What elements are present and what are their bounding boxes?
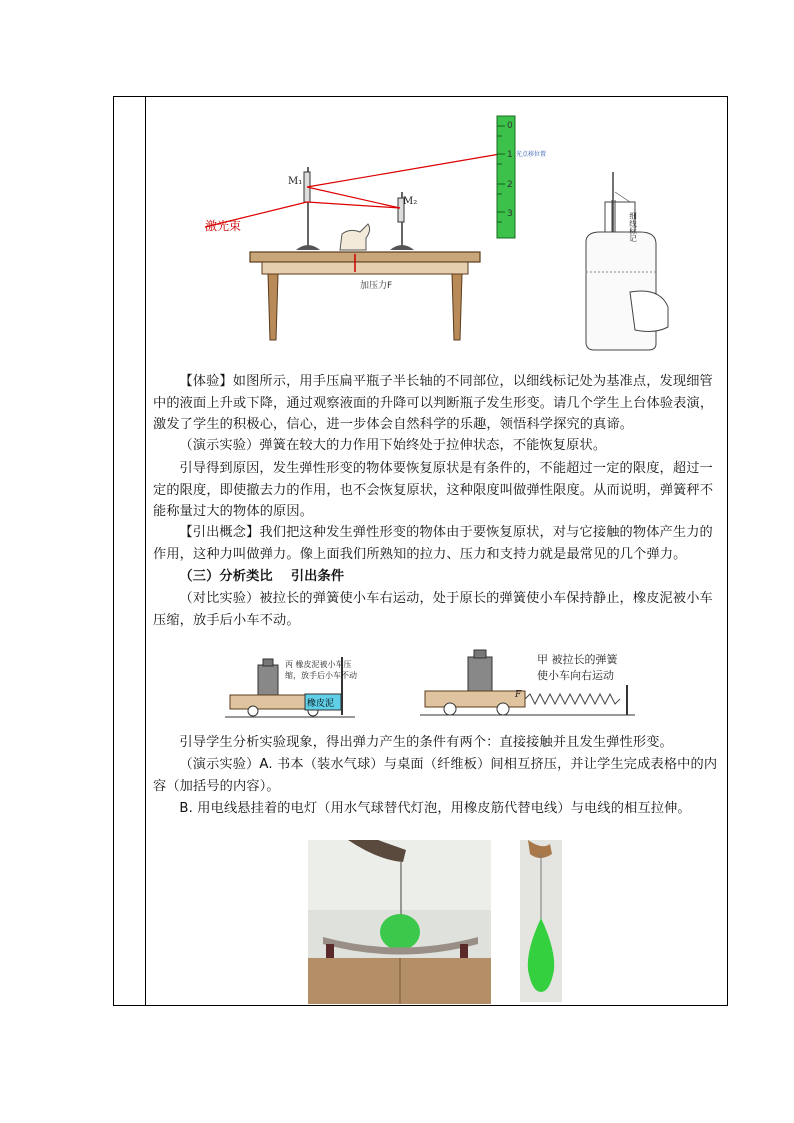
concept-text: 我们把这种发生弹性形变的物体由于要恢复原状，对与它接触的物体产生力的作用，这种力叫做弹力。像上面我们所熟知的拉力、压力和支持力就是最常见的几个弹力。 bbox=[153, 525, 713, 562]
left-caption-1: 丙 橡皮泥被小车压 bbox=[285, 660, 352, 669]
cart-comparison-figure bbox=[225, 645, 655, 720]
weight-right bbox=[468, 657, 492, 691]
paragraph-reason: 引导得到原因，发生弹性形变的物体要恢复原状是有条件的，不能超过一定的限度，超过一定的限度，即使撤去力的作用，也不会恢复原状，这种限度叫做弹性限度。从而说明，弹簧秤不能称量过大的物体的原因。 bbox=[153, 461, 714, 519]
paragraph-demo-b: B. 用电线悬挂着的电灯（用水气球替代灯泡，用橡皮筋代替电线）与电线的相互拉伸。 bbox=[179, 801, 691, 816]
paragraph-demo-a: （演示实验）A. 书本（装水气球）与桌面（纤维板）间相互挤压，并让学生完成表格中的内容（加括号的内容）。 bbox=[153, 757, 718, 794]
paragraph-compare-experiment: （对比实验）被拉长的弹簧使小车右运动，处于原长的弹簧使小车保持静止，橡皮泥被小车压缩，放手后小车不动。 bbox=[153, 591, 713, 628]
laser-deformation-figure bbox=[190, 112, 690, 352]
experience-text: 如图所示，用手压扁平瓶子半长轴的不同部位，以细线标记处为基准点，发现细管中的液面上升或下降，通过观察液面的升降可以判断瓶子发生形变。请几个学生上台体验表演，激发了学生的积极心，信心，进一步体会自然科学的乐趣，领悟科学探究的真谛。 bbox=[153, 374, 714, 432]
stand-base-m1 bbox=[296, 245, 320, 250]
table-top bbox=[250, 252, 480, 262]
scale-mark-0: 0 bbox=[507, 121, 513, 131]
balloon-board-photo bbox=[308, 840, 491, 1004]
table-apron bbox=[262, 262, 468, 274]
m1-label: M₁ bbox=[288, 176, 303, 187]
scale-ruler bbox=[497, 116, 515, 238]
table-left-column bbox=[114, 97, 146, 1005]
section-heading: （三）分析类比 引出条件 bbox=[179, 569, 345, 584]
concept-tag: 【引出概念】 bbox=[179, 525, 260, 540]
paragraph-conditions: 引导学生分析实验现象，得出弹力产生的条件有两个：直接接触并且发生弹性形变。 bbox=[179, 735, 673, 750]
table-leg-left bbox=[268, 274, 278, 340]
scale-note: 光点移位置 bbox=[516, 151, 547, 158]
force-label: 加压力F bbox=[360, 281, 393, 291]
laser-reflected bbox=[307, 154, 500, 187]
green-balloon bbox=[380, 914, 420, 950]
scale-mark-3: 3 bbox=[507, 209, 513, 219]
stretched-spring bbox=[525, 694, 620, 704]
table-leg-right bbox=[452, 274, 462, 340]
paragraph-experience bbox=[153, 371, 723, 436]
m2-label: M₂ bbox=[403, 196, 418, 207]
right-caption-1: 甲 被拉长的弹簧 bbox=[537, 653, 618, 666]
laser-label: 激光束 bbox=[205, 219, 242, 233]
scale-mark-2: 2 bbox=[507, 180, 513, 190]
left-caption-2: 缩，放手后小车不动 bbox=[285, 671, 357, 680]
hand-press bbox=[340, 224, 370, 250]
putty-label: 橡皮泥 bbox=[307, 699, 335, 709]
paragraph-concept bbox=[153, 522, 723, 565]
bottle-hand bbox=[630, 291, 668, 331]
scale-mark-1: 1 bbox=[507, 150, 513, 160]
paragraph-demo-spring: （演示实验）弹簧在较大的力作用下始终处于拉伸状态，不能恢复原状。 bbox=[179, 438, 607, 453]
force-letter: F bbox=[515, 690, 522, 700]
stand-base-m2 bbox=[390, 245, 414, 250]
cart-right bbox=[425, 691, 525, 707]
weight-left bbox=[258, 665, 278, 695]
right-caption-2: 使小车向右运动 bbox=[537, 669, 614, 682]
hanging-balloon-photo bbox=[520, 840, 562, 1002]
experience-tag: 【体验】 bbox=[179, 374, 233, 389]
tube-note: 细线标记 bbox=[628, 212, 638, 242]
